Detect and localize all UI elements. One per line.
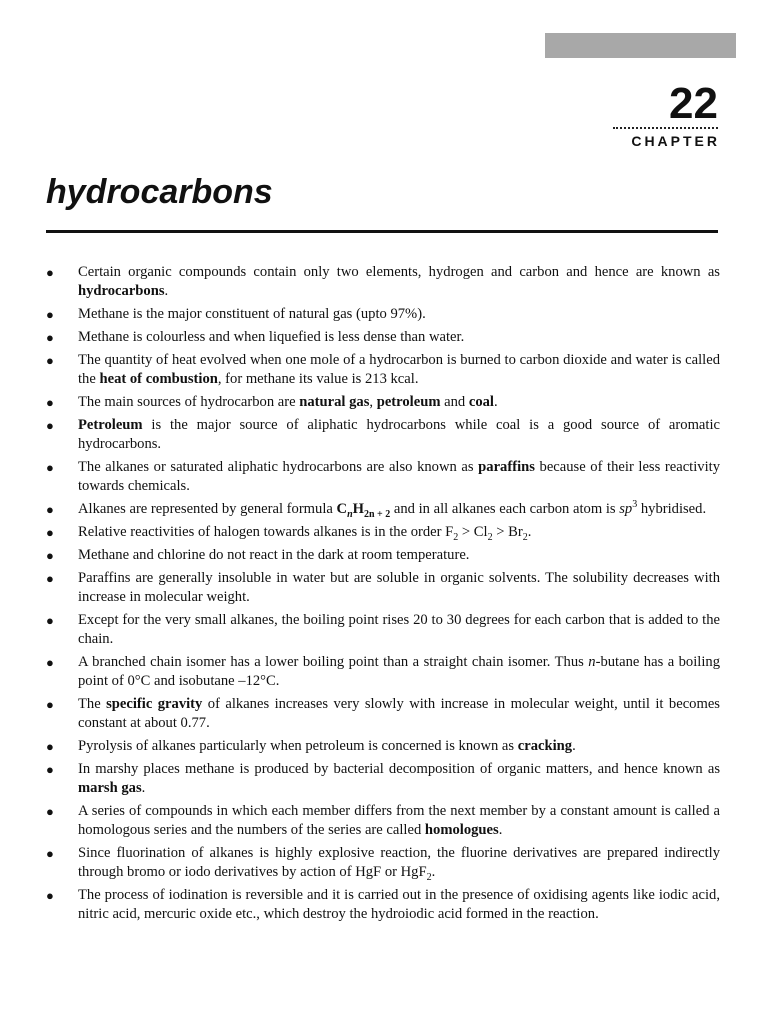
bullet-item: ● The process of iodination is reversible and it is carried out in the presence of oxidising agents like iodic acid, nitric acid, mercuric oxide etc., which destroy the hydroiodic acid formed in the reaction.: [46, 887, 720, 922]
bullet-dot-icon: ●: [46, 418, 54, 433]
bullet-dot-icon: ●: [46, 804, 54, 819]
bullet-item: ● A branched chain isomer has a lower boiling point than a straight chain isomer. Thus n-butane has a boiling point of 0°C and isobutane –12°C.: [46, 654, 720, 689]
chapter-number: 22: [669, 79, 718, 128]
bullet-dot-icon: ●: [46, 265, 54, 280]
chapter-dotted-divider: [613, 127, 718, 129]
bullet-dot-icon: ●: [46, 330, 54, 345]
bullet-item: ● Except for the very small alkanes, the boiling point rises 20 to 30 degrees for each carbon that is added to the chain.: [46, 612, 720, 647]
header-gray-bar: [545, 33, 736, 58]
bullet-dot-icon: ●: [46, 846, 54, 861]
bullet-dot-icon: ●: [46, 762, 54, 777]
bullet-item: ● Pyrolysis of alkanes particularly when petroleum is concerned is known as cracking.: [46, 738, 576, 754]
bullet-dot-icon: ●: [46, 548, 54, 563]
bullet-dot-icon: ●: [46, 697, 54, 712]
bullet-item: ● The specific gravity of alkanes increases very slowly with increase in molecular weight, until it becomes constant at about 0.77.: [46, 696, 720, 731]
bullet-item: ● In marshy places methane is produced by bacterial decomposition of organic matters, and hence known as marsh gas.: [46, 761, 720, 796]
bullet-item: ● The alkanes or saturated aliphatic hydrocarbons are also known as paraffins because of their less reactivity towards chemicals.: [46, 459, 720, 494]
bullet-dot-icon: ●: [46, 571, 54, 586]
chapter-label: CHAPTER: [631, 133, 720, 149]
page-title: hydrocarbons: [46, 173, 273, 211]
bullet-dot-icon: ●: [46, 739, 54, 754]
bullet-item: ● The main sources of hydrocarbon are natural gas, petroleum and coal.: [46, 394, 498, 410]
bullet-dot-icon: ●: [46, 395, 54, 410]
bullet-item: ● Petroleum is the major source of aliphatic hydrocarbons while coal is a good source of aromatic hydrocarbons.: [46, 417, 720, 452]
bullet-dot-icon: ●: [46, 460, 54, 475]
bullet-item: ● The quantity of heat evolved when one mole of a hydrocarbon is burned to carbon dioxide and water is called the heat of combustion, for methane its value is 213 kcal.: [46, 352, 720, 387]
bullet-list: [46, 263, 720, 928]
bullet-dot-icon: ●: [46, 502, 54, 517]
bullet-item: ● Since fluorination of alkanes is highly explosive reaction, the fluorine derivatives are prepared indirectly through bromo or iodo derivatives by action of HgF or HgF$_2$.: [46, 845, 720, 883]
title-rule: [46, 230, 718, 233]
bullet-dot-icon: ●: [46, 613, 54, 628]
bullet-item: ● Relative reactivities of halogen towards alkanes is in the order $F_2 > Cl_2 > Br_2$.: [46, 524, 532, 543]
bullet-dot-icon: ●: [46, 888, 54, 903]
bullet-dot-icon: ●: [46, 655, 54, 670]
bullet-item: ● Methane is the major constituent of natural gas (upto 97%).: [46, 306, 426, 322]
bullet-item: ● Alkanes are represented by general formula $C_nH_{2n + 2}$ and in all alkanes each carbon atom is $sp^3$ hybridised.: [46, 499, 707, 520]
bullet-dot-icon: ●: [46, 307, 54, 322]
bullet-item: ● Methane is colourless and when liquefied is less dense than water.: [46, 329, 465, 345]
bullet-item: ● Methane and chlorine do not react in the dark at room temperature.: [46, 547, 470, 563]
bullet-item: ● Paraffins are generally insoluble in water but are soluble in organic solvents. The solubility decreases with increase in molecular weight.: [46, 570, 720, 605]
bullet-dot-icon: ●: [46, 353, 54, 368]
bullet-item: ● A series of compounds in which each member differs from the next member by a constant amount is called a homologous series and the numbers of the series are called homologues.: [46, 803, 720, 838]
bullet-dot-icon: ●: [46, 525, 54, 540]
bullet-item: ● Certain organic compounds contain only two elements, hydrogen and carbon and hence are known as hydrocarbons.: [46, 264, 720, 299]
